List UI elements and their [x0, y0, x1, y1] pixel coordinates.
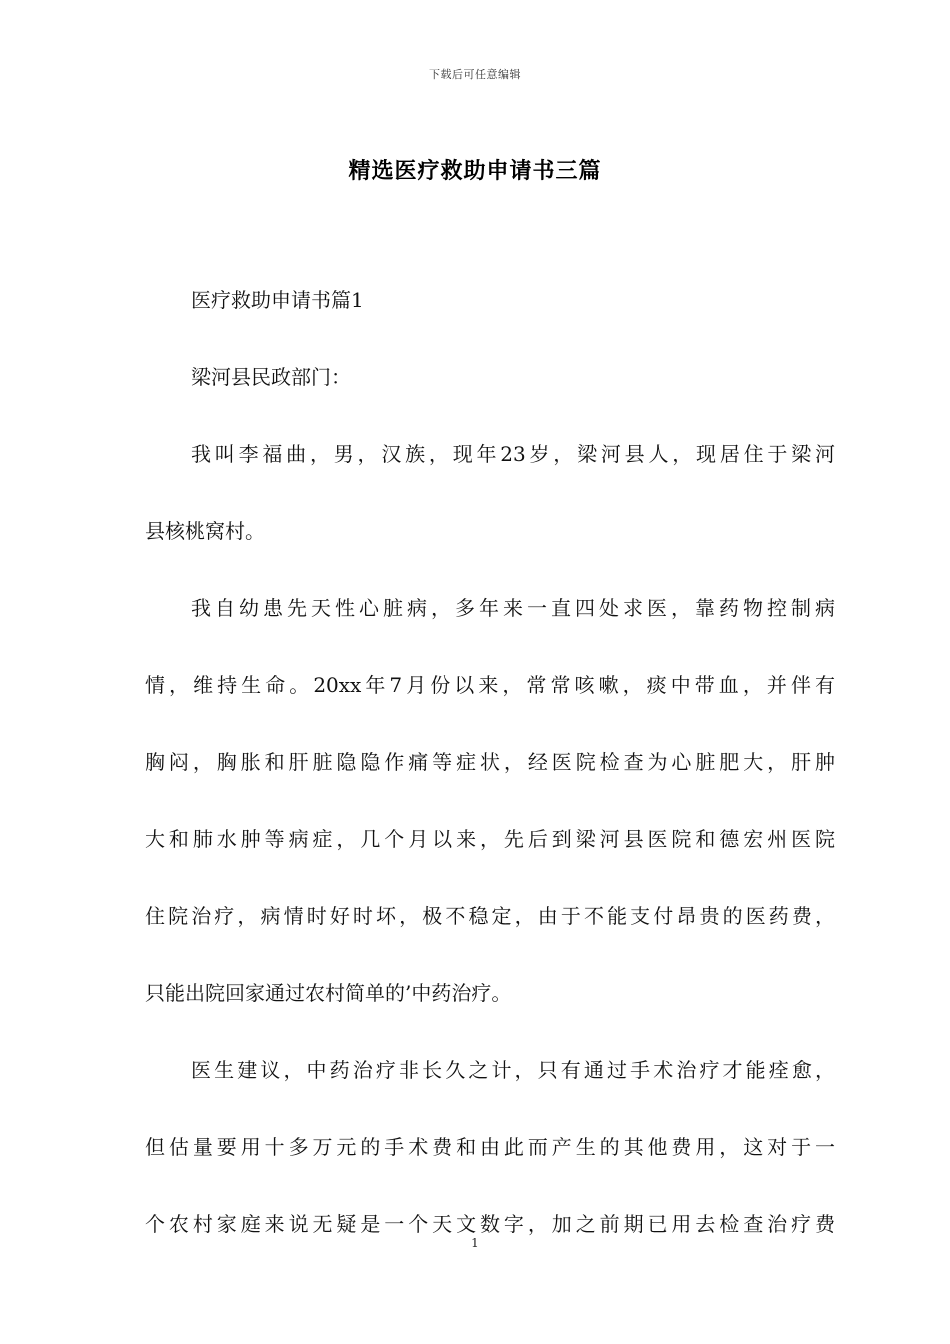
paragraph-line: 医生建议，中药治疗非长久之计，只有通过手术治疗才能痊愈，: [191, 1058, 835, 1082]
document-body: [145, 280, 835, 1281]
paragraph-line: 住院治疗，病情时好时坏，极不稳定，由于不能支付昂贵的医药费，: [145, 904, 835, 928]
header-note: 下载后可任意编辑: [429, 68, 521, 81]
paragraph-line: 但估量要用十多万元的手术费和由此而产生的其他费用，这对于一: [145, 1135, 835, 1159]
paragraph-line: 个农村家庭来说无疑是一个天文数字，加之前期已用去检查治疗费: [145, 1212, 835, 1236]
paragraph-line: 大和肺水肿等病症，几个月以来，先后到梁河县医院和德宏州医院: [145, 827, 835, 851]
section-heading: 医疗救助申请书篇1: [191, 288, 364, 312]
salutation: 梁河县民政部门：: [191, 365, 351, 389]
paragraph-line: 县核桃窝村。: [145, 519, 265, 543]
paragraph-line: 胸闷，胸胀和肝脏隐隐作痛等症状，经医院检查为心脏肥大，肝肿: [145, 750, 835, 774]
document-title: 精选医疗救助申请书三篇: [348, 158, 602, 184]
paragraph-line: 我叫李福曲，男，汉族，现年23岁，梁河县人，现居住于梁河: [191, 442, 835, 466]
paragraph-line: 情，维持生命。20xx年7月份以来，常常咳嗽，痰中带血，并伴有: [145, 673, 835, 697]
page-number: 1: [471, 1236, 479, 1250]
paragraph-line: 只能出院回家通过农村简单的’中药治疗。: [145, 981, 512, 1005]
paragraph-line: 我自幼患先天性心脏病，多年来一直四处求医，靠药物控制病: [191, 596, 835, 620]
